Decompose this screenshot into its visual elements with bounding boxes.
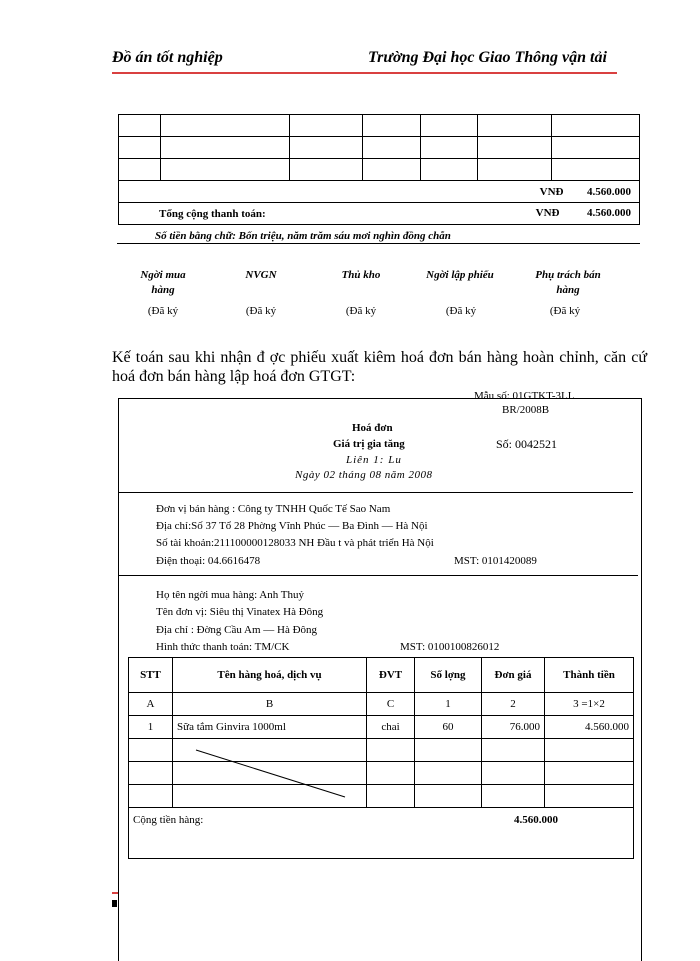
top-table (118, 114, 640, 225)
code-c: C (367, 693, 415, 716)
buyer-tax-code: MST: 0100100826012 (400, 641, 500, 653)
code-a: A (129, 693, 173, 716)
sig-signed-sales: (Đã ký (549, 305, 581, 317)
table-header-row (129, 658, 634, 693)
strike-line (190, 745, 390, 805)
seller-divider (118, 492, 633, 493)
col-name: Tên hàng hoá, dịch vụ (173, 658, 367, 693)
seller-account: Số tài khoản:211100000128033 NH Đầu t và phát triển Hà Nội (156, 537, 434, 549)
seller-phone: Điện thoại: 04.6616478 (156, 555, 261, 567)
header-right: Trường Đại học Giao Thông vận tải (368, 49, 607, 66)
header-divider (112, 72, 617, 74)
invoice-subtitle: Giá trị gia tăng (333, 438, 405, 450)
invoice-total-label: Cộng tiền hàng: (133, 814, 204, 826)
form-series: BR/2008B (502, 404, 550, 416)
buyer-address: Địa chỉ : Đờng Cầu Am — Hà Đông (156, 624, 318, 636)
item-unit: chai (367, 716, 415, 739)
item-name: Sữa tắm Ginvira 1000ml (173, 716, 367, 739)
table-row (119, 181, 640, 203)
code-2: 2 (482, 693, 545, 716)
seller-tax-code: MST: 0101420089 (454, 555, 537, 567)
invoice-date: Ngày 02 tháng 08 năm 2008 (295, 469, 433, 481)
seller-address: Địa chỉ:Số 37 Tổ 28 Phờng Vĩnh Phúc — Ba Đình — Hà Nội (156, 520, 428, 532)
footer-divider (112, 892, 118, 894)
table-row (119, 115, 640, 137)
buyer-name: Họ tên ngời mua hàng: Anh Thuỷ (156, 589, 304, 601)
body-paragraph: Kế toán sau khi nhận đ ợc phiếu xuất kiêm hoá đơn bán hàng hoàn chỉnh, căn cứ hoá đơn bán hàng lập hoá đơn GTGT: (112, 349, 647, 385)
table-row (129, 716, 634, 739)
invoice-total-amount: 4.560.000 (514, 814, 558, 826)
code-3: 3 =1×2 (545, 693, 634, 716)
sig-signed-buyer: (Đã ký (147, 305, 179, 317)
table-row (119, 137, 640, 159)
total-label: Tổng cộng thanh toán: (159, 207, 266, 220)
item-amount: 4.560.000 (545, 716, 634, 739)
invoice-title: Hoá đơn (352, 422, 393, 434)
code-1: 1 (415, 693, 482, 716)
col-unit: ĐVT (367, 658, 415, 693)
col-qty: Số lợng (415, 658, 482, 693)
buyer-divider (118, 575, 638, 576)
footer-mark (112, 900, 117, 907)
sig-role-storekeeper: Thủ kho (341, 269, 381, 281)
total-currency: VNĐ (535, 207, 560, 219)
table-row (119, 203, 640, 225)
sig-role-nvgn: NVGN (245, 269, 277, 281)
payment-method: Hình thức thanh toán: TM/CK (156, 641, 290, 653)
buyer-unit: Tên đơn vị: Siêu thị Vinatex Hà Đông (156, 606, 324, 618)
item-qty: 60 (415, 716, 482, 739)
col-price: Đơn giá (482, 658, 545, 693)
code-b: B (173, 693, 367, 716)
header-left: Đồ án tốt nghiệp (112, 49, 223, 66)
col-stt: STT (129, 658, 173, 693)
invoice-copy: Liên 1: Lu (346, 454, 402, 466)
row-amount: 4.560.000 (587, 185, 631, 198)
table-row (129, 693, 634, 716)
form-number: Mẫu số: 01GTKT-3LL (474, 390, 575, 402)
item-stt: 1 (129, 716, 173, 739)
sig-role-sales: Phụ trách bán hàng (535, 269, 601, 296)
sig-role-buyer: Ngời mua hàng (140, 269, 186, 296)
words-underline (117, 243, 640, 244)
sig-signed-preparer: (Đã ký (445, 305, 477, 317)
col-amount: Thành tiền (545, 658, 634, 693)
row-currency: VNĐ (539, 185, 564, 198)
seller-unit: Đơn vị bán hàng : Công ty TNHH Quốc Tế Sao Nam (156, 503, 391, 515)
sig-signed-storekeeper: (Đã ký (345, 305, 377, 317)
table-total-row (129, 808, 634, 859)
total-amount: 4.560.000 (587, 207, 631, 219)
table-row (119, 159, 640, 181)
amount-in-words: Số tiền bằng chữ: Bốn triệu, năm trăm sáu mơi nghìn đồng chẵn (155, 230, 451, 242)
item-price: 76.000 (482, 716, 545, 739)
sig-signed-nvgn: (Đã ký (245, 305, 277, 317)
sig-role-preparer: Ngời lập phiếu (426, 269, 494, 281)
invoice-number: Số: 0042521 (496, 437, 558, 451)
